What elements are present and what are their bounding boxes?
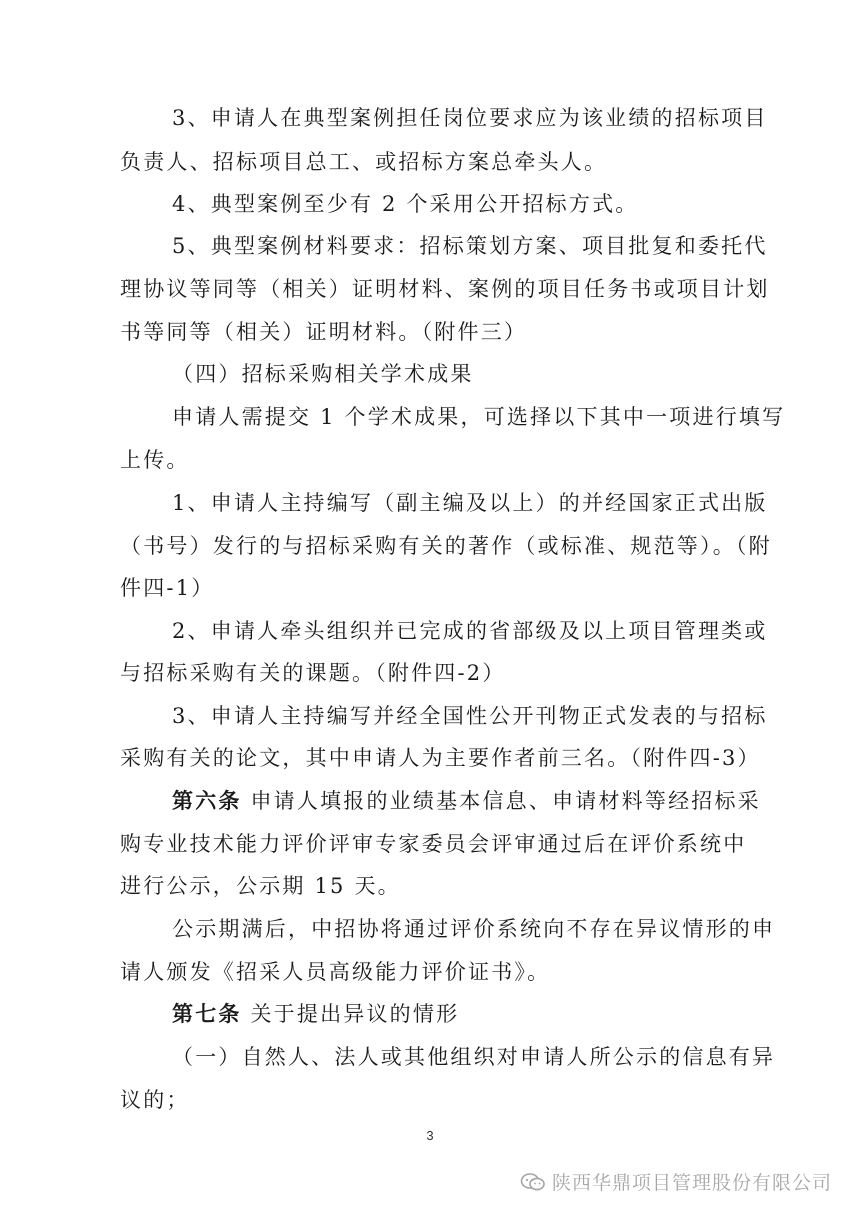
text-line: 3、申请人主持编写并经全国性公开刊物正式发表的与招标	[172, 704, 768, 728]
article-7-text: 关于提出异议的情形	[241, 1002, 460, 1026]
article-6-text: 申请人填报的业绩基本信息、申请材料等经招标采	[241, 789, 761, 813]
article-6-heading: 第六条	[172, 789, 242, 813]
section-heading: （四）招标采购相关学术成果	[172, 362, 474, 386]
text-line: 申请人需提交 1 个学术成果，可选择以下其中一项进行填写	[172, 405, 786, 429]
page-number: 3	[426, 1128, 434, 1143]
text-line: 议的；	[120, 1088, 190, 1112]
text-line: 5、典型案例材料要求：招标策划方案、项目批复和委托代	[172, 234, 768, 258]
text-line: 购专业技术能力评价评审专家委员会评审通过后在评价系统中	[120, 832, 747, 856]
article-7-line	[172, 999, 742, 1029]
wechat-icon	[520, 1172, 546, 1192]
article-6-line	[172, 786, 761, 816]
wechat-watermark	[520, 1168, 832, 1195]
text-line: 负责人、招标项目总工、或招标方案总牵头人。	[120, 150, 608, 174]
text-line: 与招标采购有关的课题。（附件四-2）	[120, 661, 506, 685]
text-line: 理协议等同等（相关）证明材料、案例的项目任务书或项目计划	[120, 277, 770, 301]
text-line: 1、申请人主持编写（副主编及以上）的并经国家正式出版	[172, 491, 768, 515]
text-line: 件四-1）	[120, 576, 215, 600]
text-line: 进行公示，公示期 15 天。	[120, 874, 401, 898]
text-line: 4、典型案例至少有 2 个采用公开招标方式。	[172, 192, 639, 216]
text-line: 请人颁发《招采人员高级能力评价证书》。	[120, 960, 551, 984]
text-line: 上传。	[120, 448, 190, 472]
article-7-heading: 第七条	[172, 1002, 242, 1026]
text-line: 公示期满后，中招协将通过评价系统向不存在异议情形的申	[172, 917, 776, 941]
text-line: 书等同等（相关）证明材料。（附件三）	[120, 320, 528, 344]
watermark-text: 陕西华鼎项目管理股份有限公司	[551, 1172, 832, 1194]
text-line: 2、申请人牵头组织并已完成的省部级及以上项目管理类或	[172, 619, 768, 643]
text-line: （一）自然人、法人或其他组织对申请人所公示的信息有异	[172, 1045, 776, 1069]
text-line: （书号）发行的与招标采购有关的著作（或标准、规范等）。（附	[120, 534, 772, 558]
text-line: 采购有关的论文，其中申请人为主要作者前三名。（附件四-3）	[120, 746, 761, 770]
text-line: 3、申请人在典型案例担任岗位要求应为该业绩的招标项目	[172, 106, 768, 130]
